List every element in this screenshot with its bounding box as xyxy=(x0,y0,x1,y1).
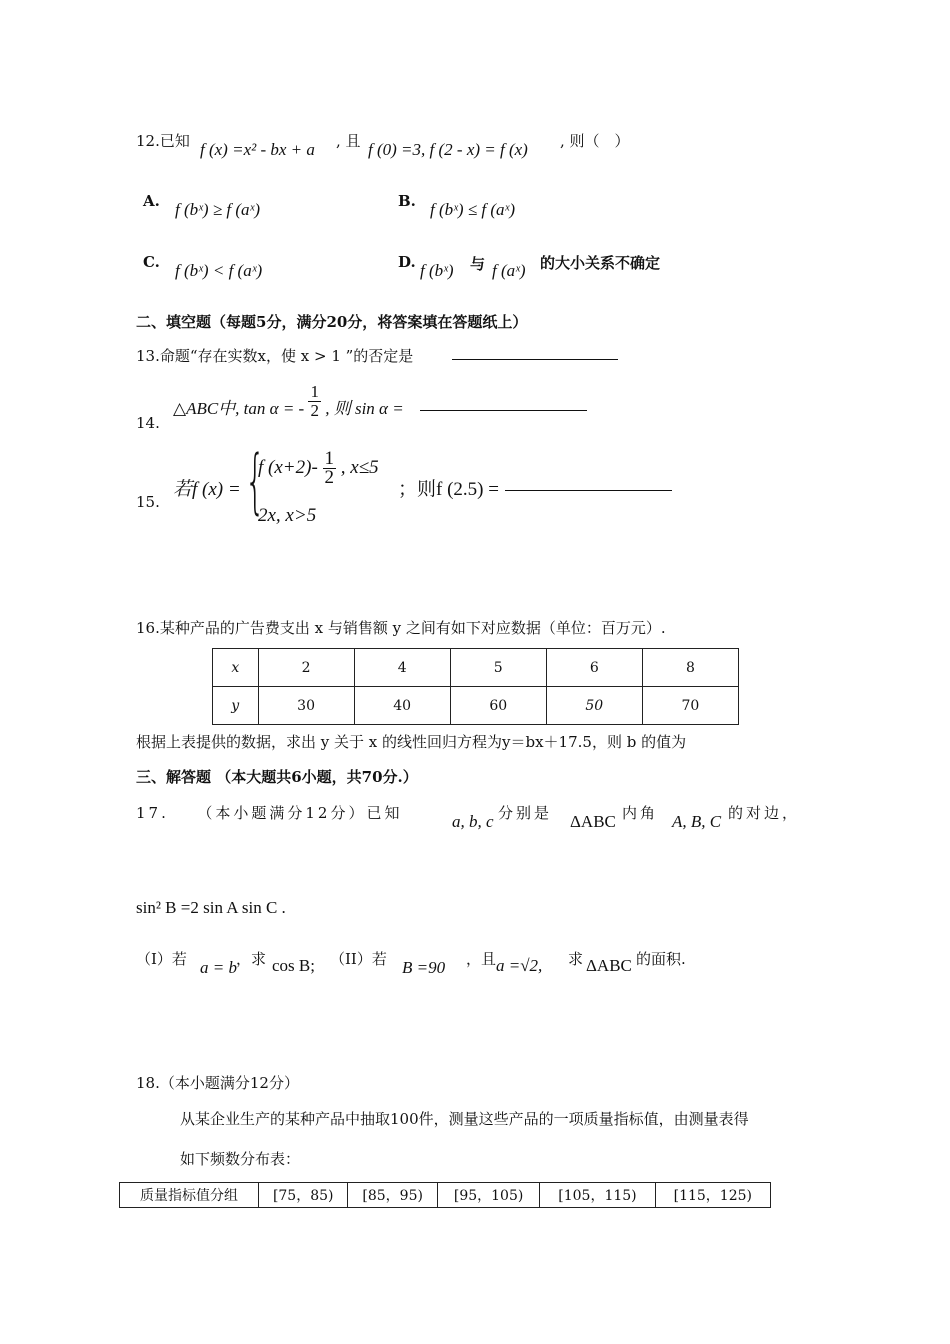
q12-function: f (x) =x² - bx + a xyxy=(200,140,315,159)
q15-frac-num: 1 xyxy=(324,448,335,469)
q16-cell: 8 xyxy=(642,649,738,687)
q13-text: 13.命题“存在实数x，使 x > 1 ”的否定是 xyxy=(136,347,414,365)
q16-cell: 2 xyxy=(258,649,354,687)
q17-part1-ask: ，求 xyxy=(236,950,267,968)
q18-header-cell: [105，115) xyxy=(540,1183,655,1208)
q16-after-text: 根据上表提供的数据，求出 y 关于 x 的线性回归方程为y＝bx＋17.5，则 b 的值为 xyxy=(136,733,687,751)
q15-row1a: f (x+2)- xyxy=(258,456,318,478)
q17-part1-target: cos B; xyxy=(272,956,315,975)
q17-mid2: 内角 xyxy=(622,804,659,822)
q15-post: ；则f (2.5) = xyxy=(398,479,499,500)
q15-number: 15. xyxy=(136,493,160,511)
q18-header-cell: [95，105) xyxy=(437,1183,539,1208)
q12-option-d-with: 与 xyxy=(470,255,486,273)
q17-angles: A, B, C xyxy=(672,812,722,831)
q17-end: 的对边， xyxy=(728,804,801,822)
q12-option-d-expr1: f (bˣ) xyxy=(420,261,454,280)
q14-frac-den: 2 xyxy=(310,400,319,420)
q12-option-d-label: D. xyxy=(398,253,416,271)
q16-cell: 50 xyxy=(546,687,642,725)
q17-part2-label: （II）若 xyxy=(330,950,387,968)
q16-cell: 4 xyxy=(354,649,450,687)
q12-option-b: f (bˣ) ≤ f (aˣ) xyxy=(430,200,516,219)
q17-head: 17. （本小题满分12分）已知 xyxy=(136,804,403,822)
q16-cell: 60 xyxy=(450,687,546,725)
section-3-heading: 三、解答题 （本大题共6小题，共70分.） xyxy=(136,768,418,786)
q15-pre: 若f (x) = xyxy=(173,479,241,500)
q12-condition: f (0) =3, f (2 - x) = f (x) xyxy=(368,140,528,159)
q16-cell: 70 xyxy=(642,687,738,725)
q16-row-x xyxy=(213,649,739,687)
q17-part2-cond: B =90 xyxy=(402,958,446,977)
q16-cell: 30 xyxy=(258,687,354,725)
q12-option-d-expr2: f (aˣ) xyxy=(492,261,526,280)
q12-option-b-label: B. xyxy=(398,192,416,210)
section-2-heading: 二、填空题（每题5分，满分20分，将答案填在答题纸上） xyxy=(136,313,528,331)
q18-header-cell: [85，95) xyxy=(348,1183,437,1208)
q18-header-cell: 质量指标值分组 xyxy=(120,1183,259,1208)
q16-cell: 6 xyxy=(546,649,642,687)
q12-option-c: f (bˣ) < f (aˣ) xyxy=(175,261,263,280)
q16-data-table xyxy=(212,648,739,725)
q13-answer-blank[interactable] xyxy=(452,345,618,360)
q14-pre: △ABC中, tan α = - xyxy=(173,399,305,418)
q12-cond-label: , 且 xyxy=(336,132,361,150)
q15-answer-blank[interactable] xyxy=(505,476,672,491)
q16-cell: y xyxy=(213,687,259,725)
q17-equation: sin² B =2 sin A sin C . xyxy=(136,898,286,917)
q16-text: 16.某种产品的广告费支出 x 与销售额 y 之间有如下对应数据（单位：百万元）. xyxy=(136,619,666,637)
q16-cell: x xyxy=(213,649,259,687)
q18-head: 18.（本小题满分12分） xyxy=(136,1074,299,1092)
q12-option-c-label: C. xyxy=(143,253,160,271)
q17-part2-cond2: a =√2, xyxy=(496,956,543,975)
q18-header-row xyxy=(120,1183,771,1208)
q18-line1: 从某企业生产的某种产品中抽取100件，测量这些产品的一项质量指标值，由测量表得 xyxy=(180,1110,749,1128)
q16-row-y xyxy=(213,687,739,725)
q12-number: 12.已知 xyxy=(136,132,190,150)
q17-part2-ask: 求 xyxy=(568,950,584,968)
q14-post: , 则 sin α = xyxy=(325,399,404,418)
q15-frac-den: 2 xyxy=(324,467,335,488)
q18-frequency-table xyxy=(119,1182,771,1208)
q17-abc: a, b, c xyxy=(452,812,494,831)
q12-option-d-text: 的大小关系不确定 xyxy=(540,254,661,272)
q15-row1b: , x≤5 xyxy=(340,456,379,478)
q18-line2: 如下频数分布表： xyxy=(180,1150,301,1168)
q17-part1-cond: a = b xyxy=(200,958,237,977)
q14-frac-num: 1 xyxy=(310,381,319,401)
q16-cell: 5 xyxy=(450,649,546,687)
q17-mid1: 分别是 xyxy=(498,804,553,822)
q17-part2-end: 的面积. xyxy=(636,950,686,968)
q12-option-a: f (bˣ) ≥ f (aˣ) xyxy=(175,200,261,219)
q15-row1 xyxy=(258,450,379,487)
q15-brace: { xyxy=(245,440,266,522)
q14-number: 14. xyxy=(136,414,160,432)
q17-part1-label: （I）若 xyxy=(136,950,187,968)
q15-row2: 2x, x>5 xyxy=(258,505,317,526)
q18-header-cell: [115，125) xyxy=(655,1183,770,1208)
q12-end: , 则（ ） xyxy=(560,132,630,150)
q17-triangle: ΔABC xyxy=(570,812,616,831)
q14-answer-blank[interactable] xyxy=(420,396,587,411)
q16-cell: 40 xyxy=(354,687,450,725)
q17-part2-and: ，且 xyxy=(466,950,497,968)
q17-part2-triangle: ΔABC xyxy=(586,956,632,975)
q14-expression xyxy=(173,381,404,420)
q12-option-a-label: A. xyxy=(143,192,160,210)
q18-header-cell: [75，85) xyxy=(259,1183,348,1208)
